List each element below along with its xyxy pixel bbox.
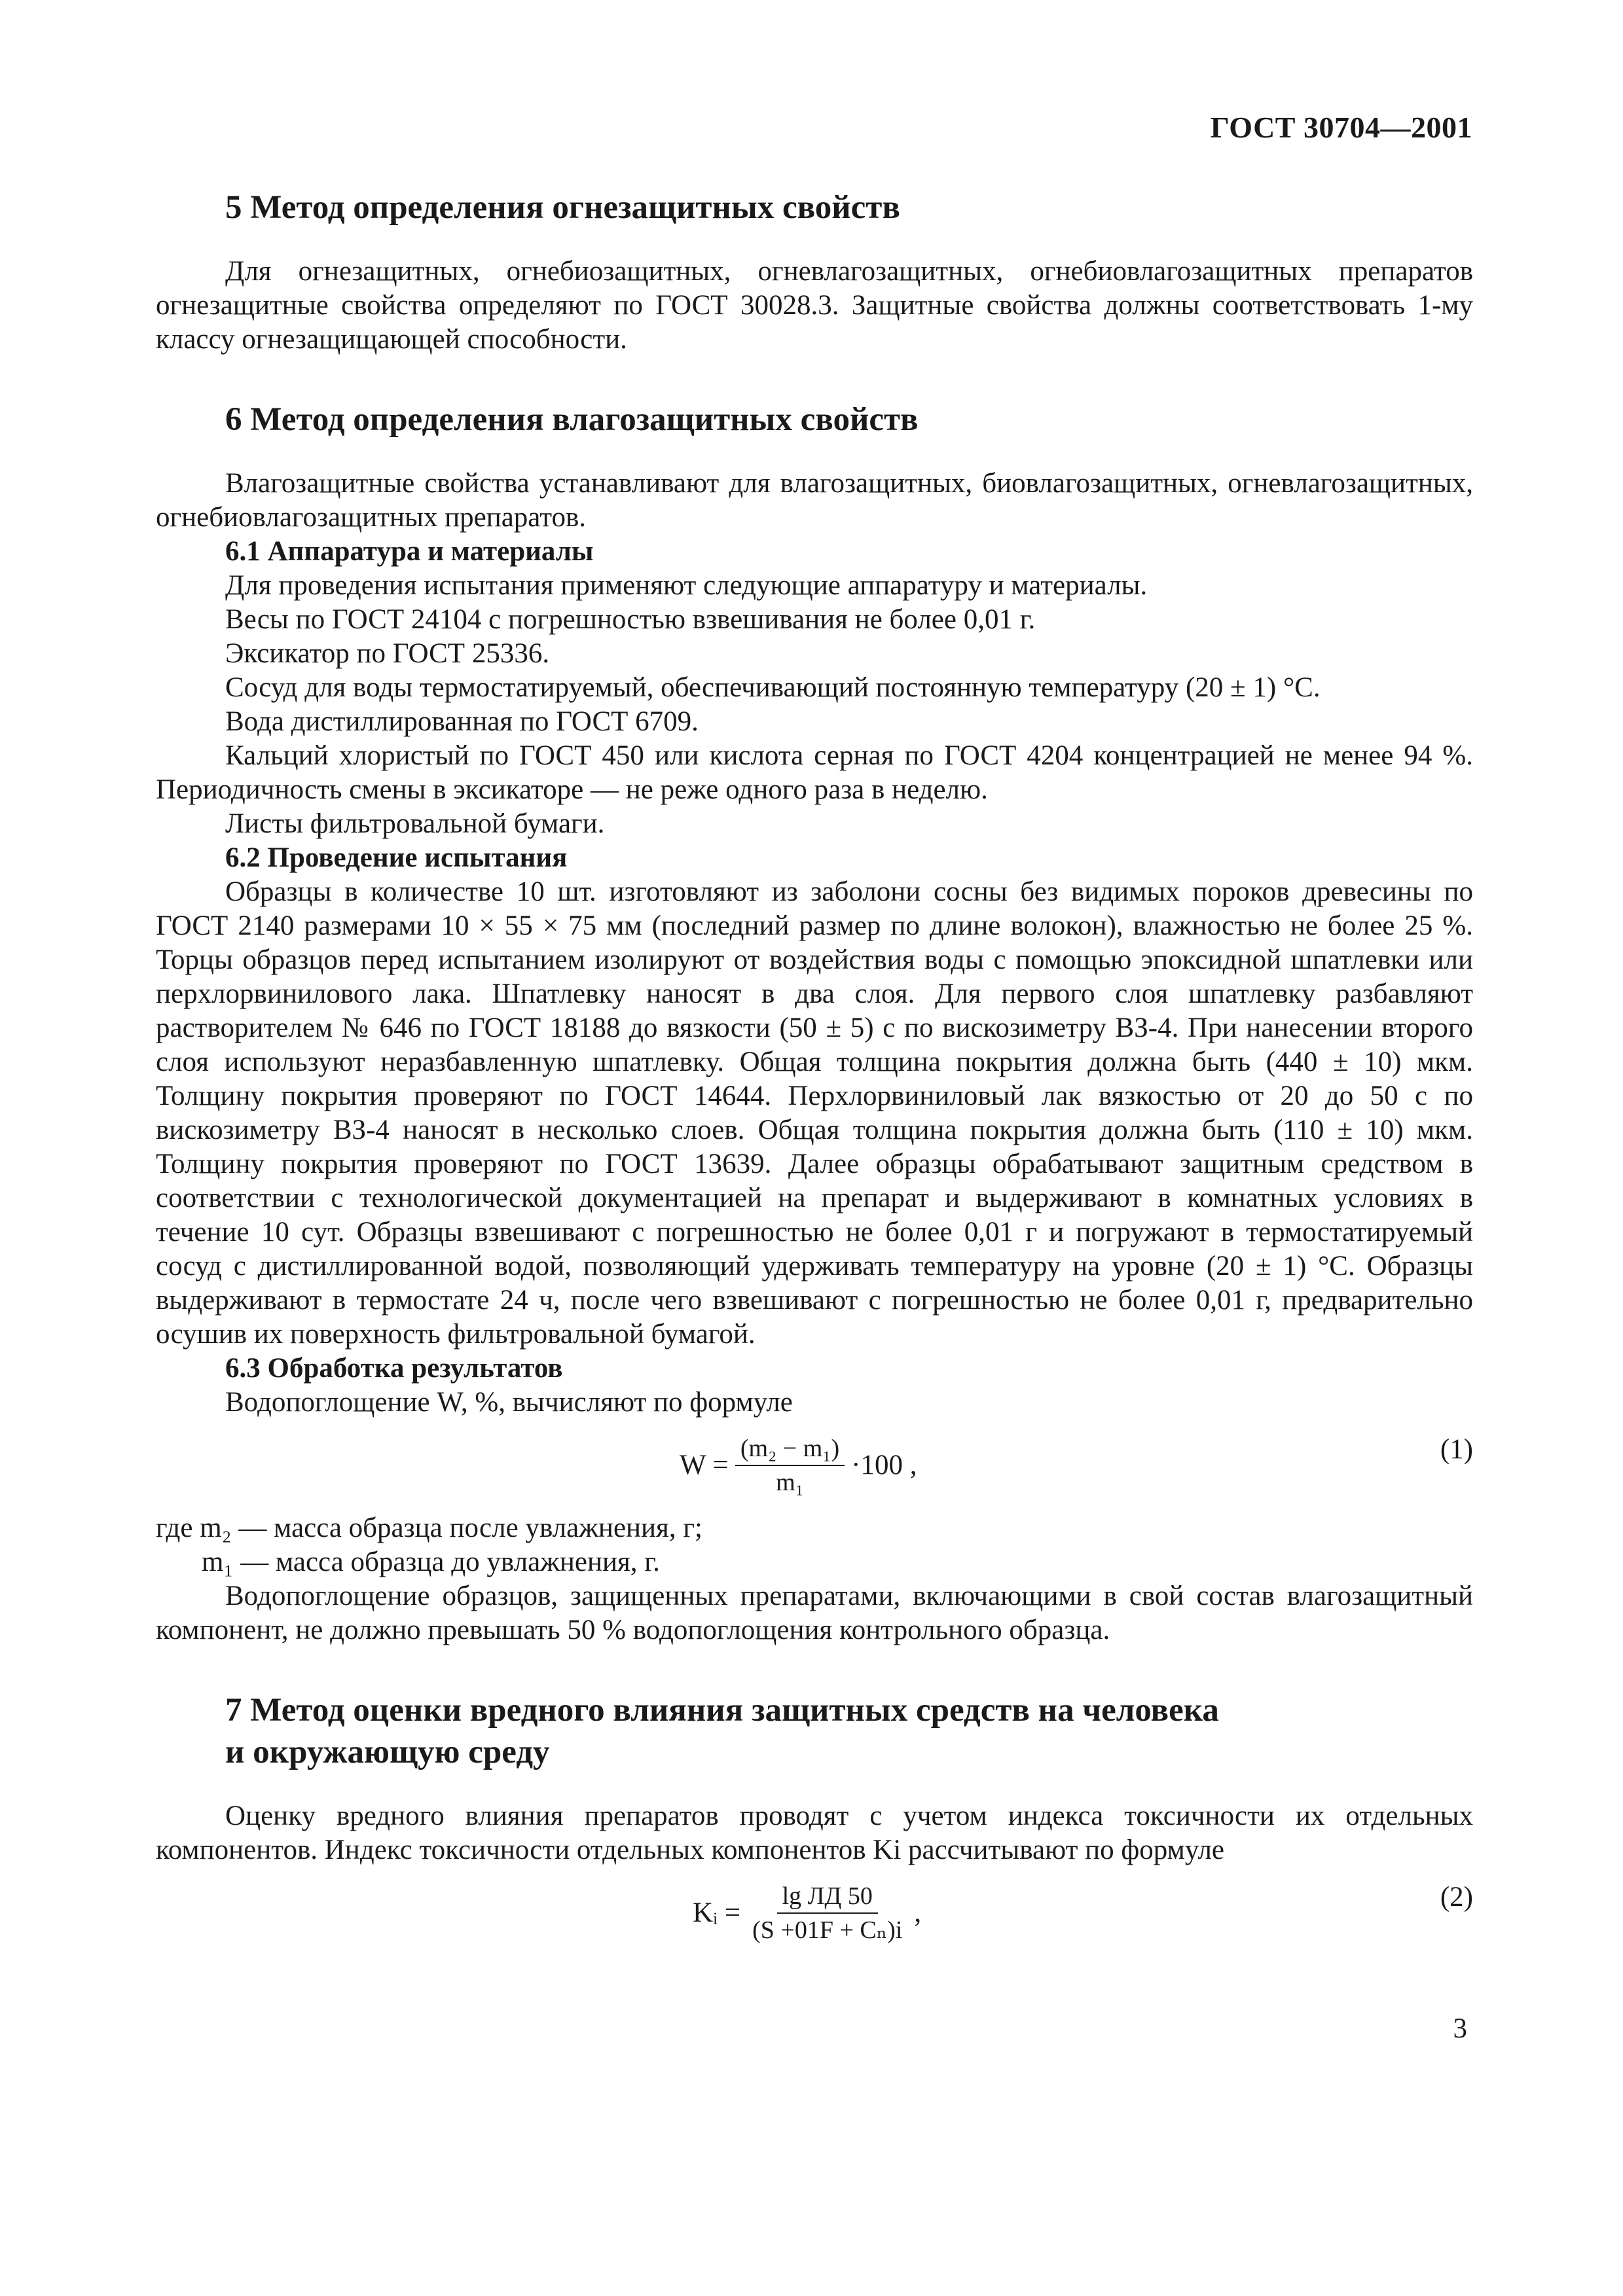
test-procedure-paragraph: Образцы в количестве 10 шт. изготовляют из заболони сосны без видимых пороков древесины по ГОСТ 2140 размерами 10 × 55 × 75 мм (последний размер по длине волокон), влажностью не более 25 %. Торцы образцов перед испытанием изолируют от воздействия воды с помощью эпоксидной шпатлевки или перхлорвинилового лака. Шпатлевку наносят в два слоя. Для первого слоя шпатлевку разбавляют растворителем № 646 по ГОСТ 18188 до вязкости (50 ± 5) с по вискозиметру ВЗ-4. При нанесении второго слоя используют неразбавленную шпатлевку. Общая толщина покрытия должна быть (440 ± 10) мкм. Толщину покрытия проверяют по ГОСТ 14644. Перхлорвиниловый лак вязкостью от 20 до 50 с по вискозиметру ВЗ-4 наносят в несколько слоев. Общая толщина покрытия должна быть (110 ± 10) мкм. Толщину покрытия проверяют по ГОСТ 13639. Далее образцы обрабатывают защитным средством в соответствии с технологической документацией на препарат и выдерживают в комнатных условиях в течение 10 сут. Образцы взвешивают с погрешностью не более 0,01 г и погружают в термостатируемый сосуд с дистиллированной водой, позволяющий удерживать температуру на уровне (20 ± 1) °С. Образцы выдерживают в термостате 24 ч, после чего взвешивают с погрешностью не более 0,01 г, предварительно осушив их поверхность фильтровальной бумагой. [156, 876, 1473, 1350]
subsection-6-1-title: 6.1 Аппаратура и материалы [225, 536, 594, 567]
formula-2-fraction [747, 1880, 907, 1946]
page-content [156, 187, 1473, 1959]
formula-2-lhs: Kᵢ = [693, 1897, 741, 1928]
section-5-paragraph: Для огнезащитных, огнебиозащитных, огневлагозащитных, огнебиовлагозащитных препаратов огнезащитные свойства определяют по ГОСТ 30028.3. Защитные свойства должны соответствовать 1-му классу огнезащищающей способности. [156, 256, 1473, 355]
formula-2-number: (2) [1440, 1882, 1473, 1912]
formula-2-numerator: lg ЛД 50 [777, 1880, 878, 1914]
formula-1-denominator: m₁ [776, 1469, 804, 1496]
formula-1-row [156, 1420, 1473, 1511]
water-absorption-paragraph: Водопоглощение образцов, защищенных препаратами, включающими в свой состав влагозащитный компонент, не должно превышать 50 % водопоглощения контрольного образца. [156, 1581, 1473, 1645]
section-6-title: 6 Метод определения влагозащитных свойств [225, 401, 919, 438]
formula-2-tail: , [914, 1897, 922, 1928]
subsection-6-2-title: 6.2 Проведение испытания [225, 842, 568, 873]
document-code-header: ГОСТ 30704—2001 [1210, 111, 1472, 144]
where-line-1: где m₂ — масса образца после увлажнения, г; [156, 1513, 702, 1543]
where-line-2: m₁ — масса образца до увлажнения, г. [202, 1547, 660, 1577]
section-6-intro: Влагозащитные свойства устанавливают для влагозащитных, биовлагозащитных, огневлагозащитных, огнебиовлагозащитных препаратов. [156, 468, 1473, 533]
section-7-title-line-2: и окружающую среду [225, 1734, 550, 1770]
formula-2-row [156, 1867, 1473, 1959]
section-5-title: 5 Метод определения огнезащитных свойств [225, 189, 900, 226]
formula-1 [680, 1420, 917, 1511]
section-7-title-line-1: 7 Метод оценки вредного влияния защитных средств на человека [225, 1692, 1219, 1729]
list-item: Сосуд для воды термостатируемый, обеспечивающий постоянную температуру (20 ± 1) °С. [225, 672, 1321, 703]
formula-2 [693, 1867, 921, 1959]
formula-1-fraction [735, 1432, 845, 1499]
list-item: Вода дистиллированная по ГОСТ 6709. [225, 706, 699, 737]
formula-intro: Водопоглощение W, %, вычисляют по формуле [225, 1387, 793, 1418]
calcium-chloride-paragraph: Кальций хлористый по ГОСТ 450 или кислота серная по ГОСТ 4204 концентрацией не менее 94 %. Периодичность смены в эксикаторе — не реже одного раза в неделю. [156, 740, 1473, 805]
formula-1-numerator: (m₂ − m₁) [735, 1432, 845, 1466]
list-item: Листы фильтровальной бумаги. [225, 808, 605, 839]
list-item: Для проведения испытания применяют следующие аппаратуру и материалы. [225, 570, 1148, 601]
formula-2-denominator: (S +01F + Cₙ)i [752, 1916, 903, 1944]
section-7-paragraph: Оценку вредного влияния препаратов проводят с учетом индекса токсичности их отдельных компонентов. Индекс токсичности отдельных компонентов Ki рассчитывают по формуле [156, 1801, 1473, 1865]
list-item: Эксикатор по ГОСТ 25336. [225, 638, 550, 669]
formula-1-number: (1) [1440, 1434, 1473, 1465]
formula-1-tail: ·100 , [851, 1450, 917, 1480]
formula-1-lhs: W = [680, 1450, 729, 1480]
page-number: 3 [1453, 2013, 1467, 2044]
list-item: Весы по ГОСТ 24104 с погрешностью взвешивания не более 0,01 г. [225, 604, 1036, 635]
subsection-6-3-title: 6.3 Обработка результатов [225, 1353, 563, 1384]
